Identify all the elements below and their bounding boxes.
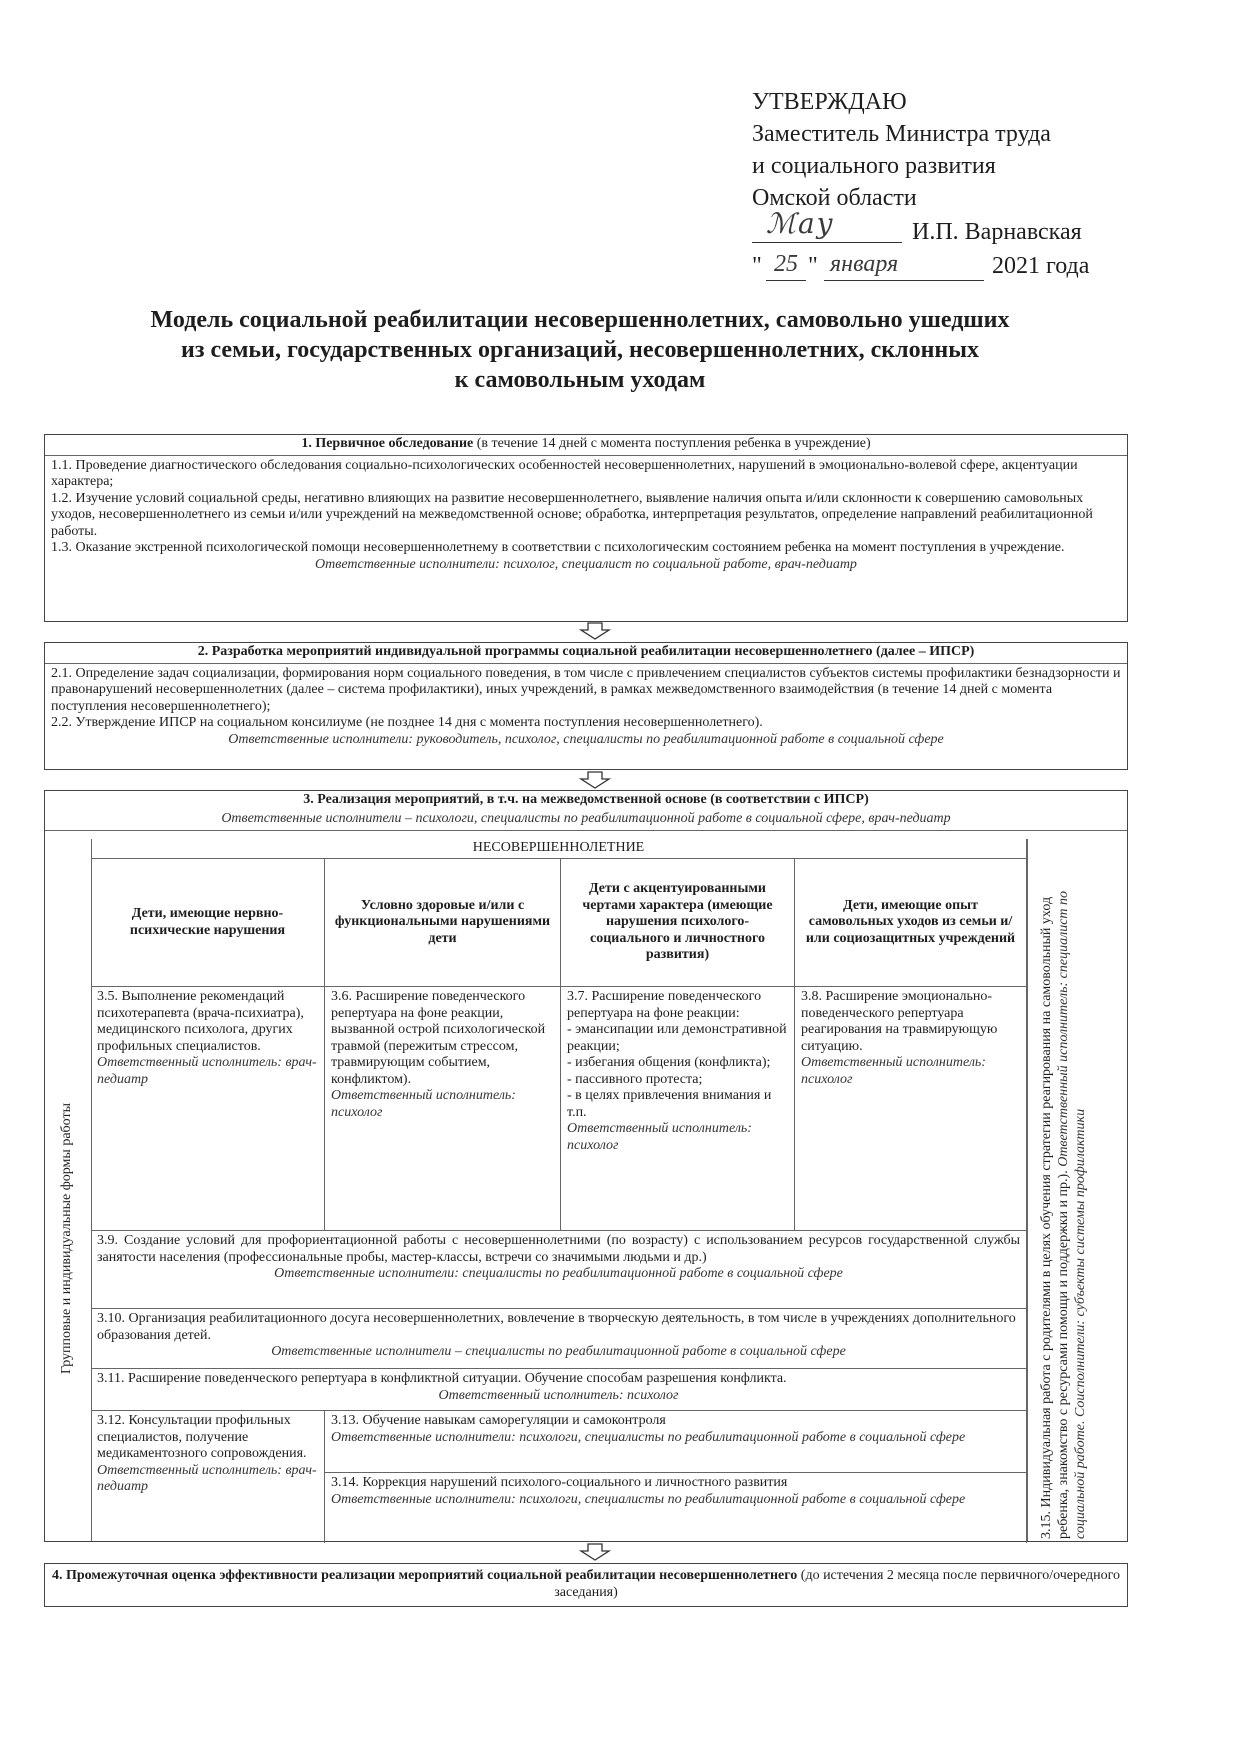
column-header-3: Дети с акцентуированными чертами характера (имеющие нарушения психолого-социального и личностного развития) bbox=[561, 859, 795, 987]
left-label-cell bbox=[45, 839, 92, 1541]
item-3-9-cell bbox=[91, 1231, 1027, 1309]
approval-date bbox=[752, 248, 1090, 282]
section-2-item-1: 2.1. Определение задач социализации, формирования норм социального поведения, в том числе с привлечением специалистов субъектов системы профилактики безнадзорности и правонарушений несовершеннолетних (далее – система профилактики), иных учреждений, в рамках межведомственного взаимодействия (в течение 14 дней с момента поступления несовершеннолетнего); bbox=[51, 665, 1121, 714]
section-1-item-3: 1.3. Оказание экстренной психологической помощи несовершеннолетнему в соответствии с психологическим состоянием ребенка на момент поступления в учреждение. bbox=[51, 540, 1065, 555]
item-3-15-cell bbox=[1027, 839, 1128, 1541]
section-4-heading-bold: 4. Промежуточная оценка эффективности реализации мероприятий социальной реабилитации несовершеннолетнего bbox=[51, 1568, 798, 1583]
item-3-9-text: 3.9. Создание условий для профориентационной работы с несовершеннолетними (по возрасту) с использованием ресурсов государственной службы занятости населения (профессиональные пробы, мастер-классы, встречи со значимыми людьми и др.) bbox=[97, 1233, 1020, 1265]
item-3-15-responsible: Ответственный исполнитель: специалист по социальной работе. Соисполнители: субъекты системы профилактики bbox=[1056, 890, 1088, 1539]
item-3-7-line-3: - избегания общения (конфликта); bbox=[567, 1055, 771, 1070]
column-header-1: Дети, имеющие нервно-психические нарушения bbox=[91, 859, 325, 987]
document-title bbox=[80, 305, 1080, 395]
item-3-8-responsible: Ответственный исполнитель: психолог bbox=[801, 1055, 986, 1087]
section-1-item-1: 1.1. Проведение диагностического обследования социально-психологических особенностей несовершеннолетних, нарушений в эмоционально-волевой сфере, акцентуации характера; bbox=[51, 457, 1078, 489]
section-1-responsible: Ответственные исполнители: психолог, специалист по социальной работе, врач-педиатр bbox=[315, 556, 857, 572]
item-3-7-line-1: 3.7. Расширение поведенческого репертуара на фоне реакции: bbox=[567, 989, 762, 1021]
signature-line bbox=[752, 207, 1082, 248]
section-2-heading bbox=[45, 643, 1127, 664]
arrow-down-icon bbox=[578, 771, 612, 789]
section-2-heading-text: 2. Разработка мероприятий индивидуальной программы социальной реабилитации несовершеннолетнего (далее – ИПСР) bbox=[197, 644, 975, 659]
approval-position-line2: и социального развития bbox=[752, 153, 996, 179]
item-3-11-responsible: Ответственный исполнитель: психолог bbox=[438, 1387, 679, 1403]
section-1-body bbox=[45, 456, 1127, 576]
item-3-13-cell bbox=[325, 1411, 1027, 1473]
item-3-12-cell bbox=[91, 1411, 325, 1543]
arrow-down-icon bbox=[578, 622, 612, 640]
signatory-name: И.П. Варнавская bbox=[912, 219, 1082, 245]
arrow-down-icon bbox=[578, 1543, 612, 1561]
section-1-heading-rest: (в течение 14 дней с момента поступления ребенка в учреждение) bbox=[473, 436, 871, 451]
section-2-body bbox=[45, 664, 1127, 751]
item-3-12-responsible: Ответственный исполнитель: врач-педиатр bbox=[97, 1462, 317, 1494]
column-header-4: Дети, имеющие опыт самовольных уходов из семьи и/или социозащитных учреждений bbox=[795, 859, 1027, 987]
date-month: января bbox=[824, 248, 984, 281]
item-3-10-cell bbox=[91, 1309, 1027, 1369]
section-1-box bbox=[44, 434, 1128, 622]
item-3-9-responsible: Ответственные исполнители: специалисты по реабилитационной работе в социальной сфере bbox=[274, 1266, 843, 1281]
section-2-responsible: Ответственные исполнители: руководитель, психолог, специалисты по реабилитационной работе в социальной сфере bbox=[228, 731, 944, 747]
item-3-5-text: 3.5. Выполнение рекомендаций психотерапевта (врача-психиатра), медицинского психолога, других профильных специалистов. bbox=[97, 989, 304, 1054]
column-header-2: Условно здоровые и/или с функциональными нарушениями дети bbox=[325, 859, 561, 987]
item-3-5-responsible: Ответственный исполнитель: врач-педиатр bbox=[97, 1055, 317, 1087]
handwritten-signature: ℳау bbox=[766, 207, 835, 240]
group-header-minors: НЕСОВЕРШЕННОЛЕТНИЕ bbox=[91, 839, 1027, 859]
title-line-2: из семьи, государственных организаций, несовершеннолетних, склонных bbox=[181, 337, 979, 363]
section-1-heading bbox=[45, 435, 1127, 456]
item-3-15-text bbox=[1038, 859, 1089, 1539]
section-2-box bbox=[44, 642, 1128, 770]
approval-block bbox=[752, 86, 1090, 282]
date-quote-close: " bbox=[808, 253, 818, 279]
item-3-8-cell bbox=[795, 987, 1027, 1231]
item-3-7-responsible: Ответственный исполнитель: психолог bbox=[567, 1121, 752, 1153]
title-line-3: к самовольным уходам bbox=[454, 367, 706, 393]
item-3-7-line-4: - пассивного протеста; bbox=[567, 1071, 703, 1087]
left-vertical-label: Групповые и индивидуальные формы работы bbox=[59, 1103, 74, 1374]
date-day: 25 bbox=[766, 248, 806, 281]
item-3-6-text: 3.6. Расширение поведенческого репертуара на фоне реакции, вызванной острой психологической травмой (пережитым стрессом, травмирующим событием, конфликтом). bbox=[331, 989, 546, 1087]
item-3-8-text: 3.8. Расширение эмоционально-поведенческого репертуара реагирования на травмирующую ситуацию. bbox=[801, 989, 998, 1054]
item-3-11-text: 3.11. Расширение поведенческого репертуара в конфликтной ситуации. Обучение способам разрешения конфликта. bbox=[97, 1371, 787, 1386]
item-3-5-cell bbox=[91, 987, 325, 1231]
item-3-14-text: 3.14. Коррекция нарушений психолого-социального и личностного развития bbox=[331, 1475, 788, 1490]
item-3-14-cell bbox=[325, 1473, 1027, 1543]
item-3-7-line-2: - эмансипации или демонстративной реакции; bbox=[567, 1022, 787, 1054]
date-quote-open: " bbox=[752, 253, 762, 279]
item-3-10-text: 3.10. Организация реабилитационного досуга несовершеннолетних, вовлечение в творческую деятельность, в том числе в учреждениях дополнительного образования детей. bbox=[97, 1311, 1016, 1343]
section-3-responsible: Ответственные исполнители – психологи, специалисты по реабилитационной работе в социальной сфере, врач-педиатр bbox=[45, 811, 1127, 832]
title-line-1: Модель социальной реабилитации несовершеннолетних, самовольно ушедших bbox=[150, 307, 1010, 333]
item-3-6-cell bbox=[325, 987, 561, 1231]
item-3-10-responsible: Ответственные исполнители – специалисты по реабилитационной работе в социальной сфере bbox=[271, 1344, 846, 1359]
section-4-heading bbox=[45, 1564, 1127, 1605]
section-2-item-2: 2.2. Утверждение ИПСР на социальном консилиуме (не позднее 14 дня с момента поступления несовершеннолетнего). bbox=[51, 715, 763, 730]
section-1-heading-bold: 1. Первичное обследование bbox=[301, 436, 474, 451]
item-3-15-body: 3.15. Индивидуальная работа с родителями в целях обучения стратегии реагирования на самовольный уход ребенка, знакомство с ресурсами помощи и поддержки и пр.). bbox=[1039, 896, 1071, 1539]
section-3-grid bbox=[45, 839, 1127, 1541]
section-3-heading bbox=[45, 791, 1127, 811]
item-3-13-text: 3.13. Обучение навыкам саморегуляции и самоконтроля bbox=[331, 1413, 666, 1428]
section-3-box bbox=[44, 790, 1128, 1542]
item-3-14-responsible: Ответственные исполнители: психологи, специалисты по реабилитационной работе в социальной сфере bbox=[331, 1491, 966, 1507]
section-1-item-2: 1.2. Изучение условий социальной среды, негативно влияющих на развитие несовершеннолетнего, выявление наличия опыта и/или склонности к совершению самовольных уходов, несовершеннолетнего из семьи и/или учреждений на межведомственной основе; обработка, интерпретация результатов, определение направлений реабилитационной работы. bbox=[51, 490, 1093, 539]
date-year: 2021 года bbox=[992, 253, 1090, 279]
approval-position-line3: Омской области bbox=[752, 185, 917, 211]
item-3-13-responsible: Ответственные исполнители: психологи, специалисты по реабилитационной работе в социальной сфере bbox=[331, 1429, 966, 1445]
item-3-12-text: 3.12. Консультации профильных специалистов, получение медикаментозного сопровождения. bbox=[97, 1413, 307, 1461]
item-3-11-cell bbox=[91, 1369, 1027, 1411]
approval-title: УТВЕРЖДАЮ bbox=[752, 89, 907, 115]
item-3-7-cell bbox=[561, 987, 795, 1231]
item-3-6-responsible: Ответственный исполнитель: психолог bbox=[331, 1088, 516, 1120]
signature-underline bbox=[752, 242, 902, 243]
approval-position-line1: Заместитель Министра труда bbox=[752, 121, 1051, 147]
section-4-box bbox=[44, 1563, 1128, 1607]
section-4-heading-rest: (до истечения 2 месяца после первичного/очередного заседания) bbox=[554, 1568, 1121, 1600]
item-3-7-line-5: - в целях привлечения внимания и т.п. bbox=[567, 1088, 772, 1120]
section-3-heading-text: 3. Реализация мероприятий, в т.ч. на межведомственной основе (в соответствии с ИПСР) bbox=[303, 792, 869, 807]
